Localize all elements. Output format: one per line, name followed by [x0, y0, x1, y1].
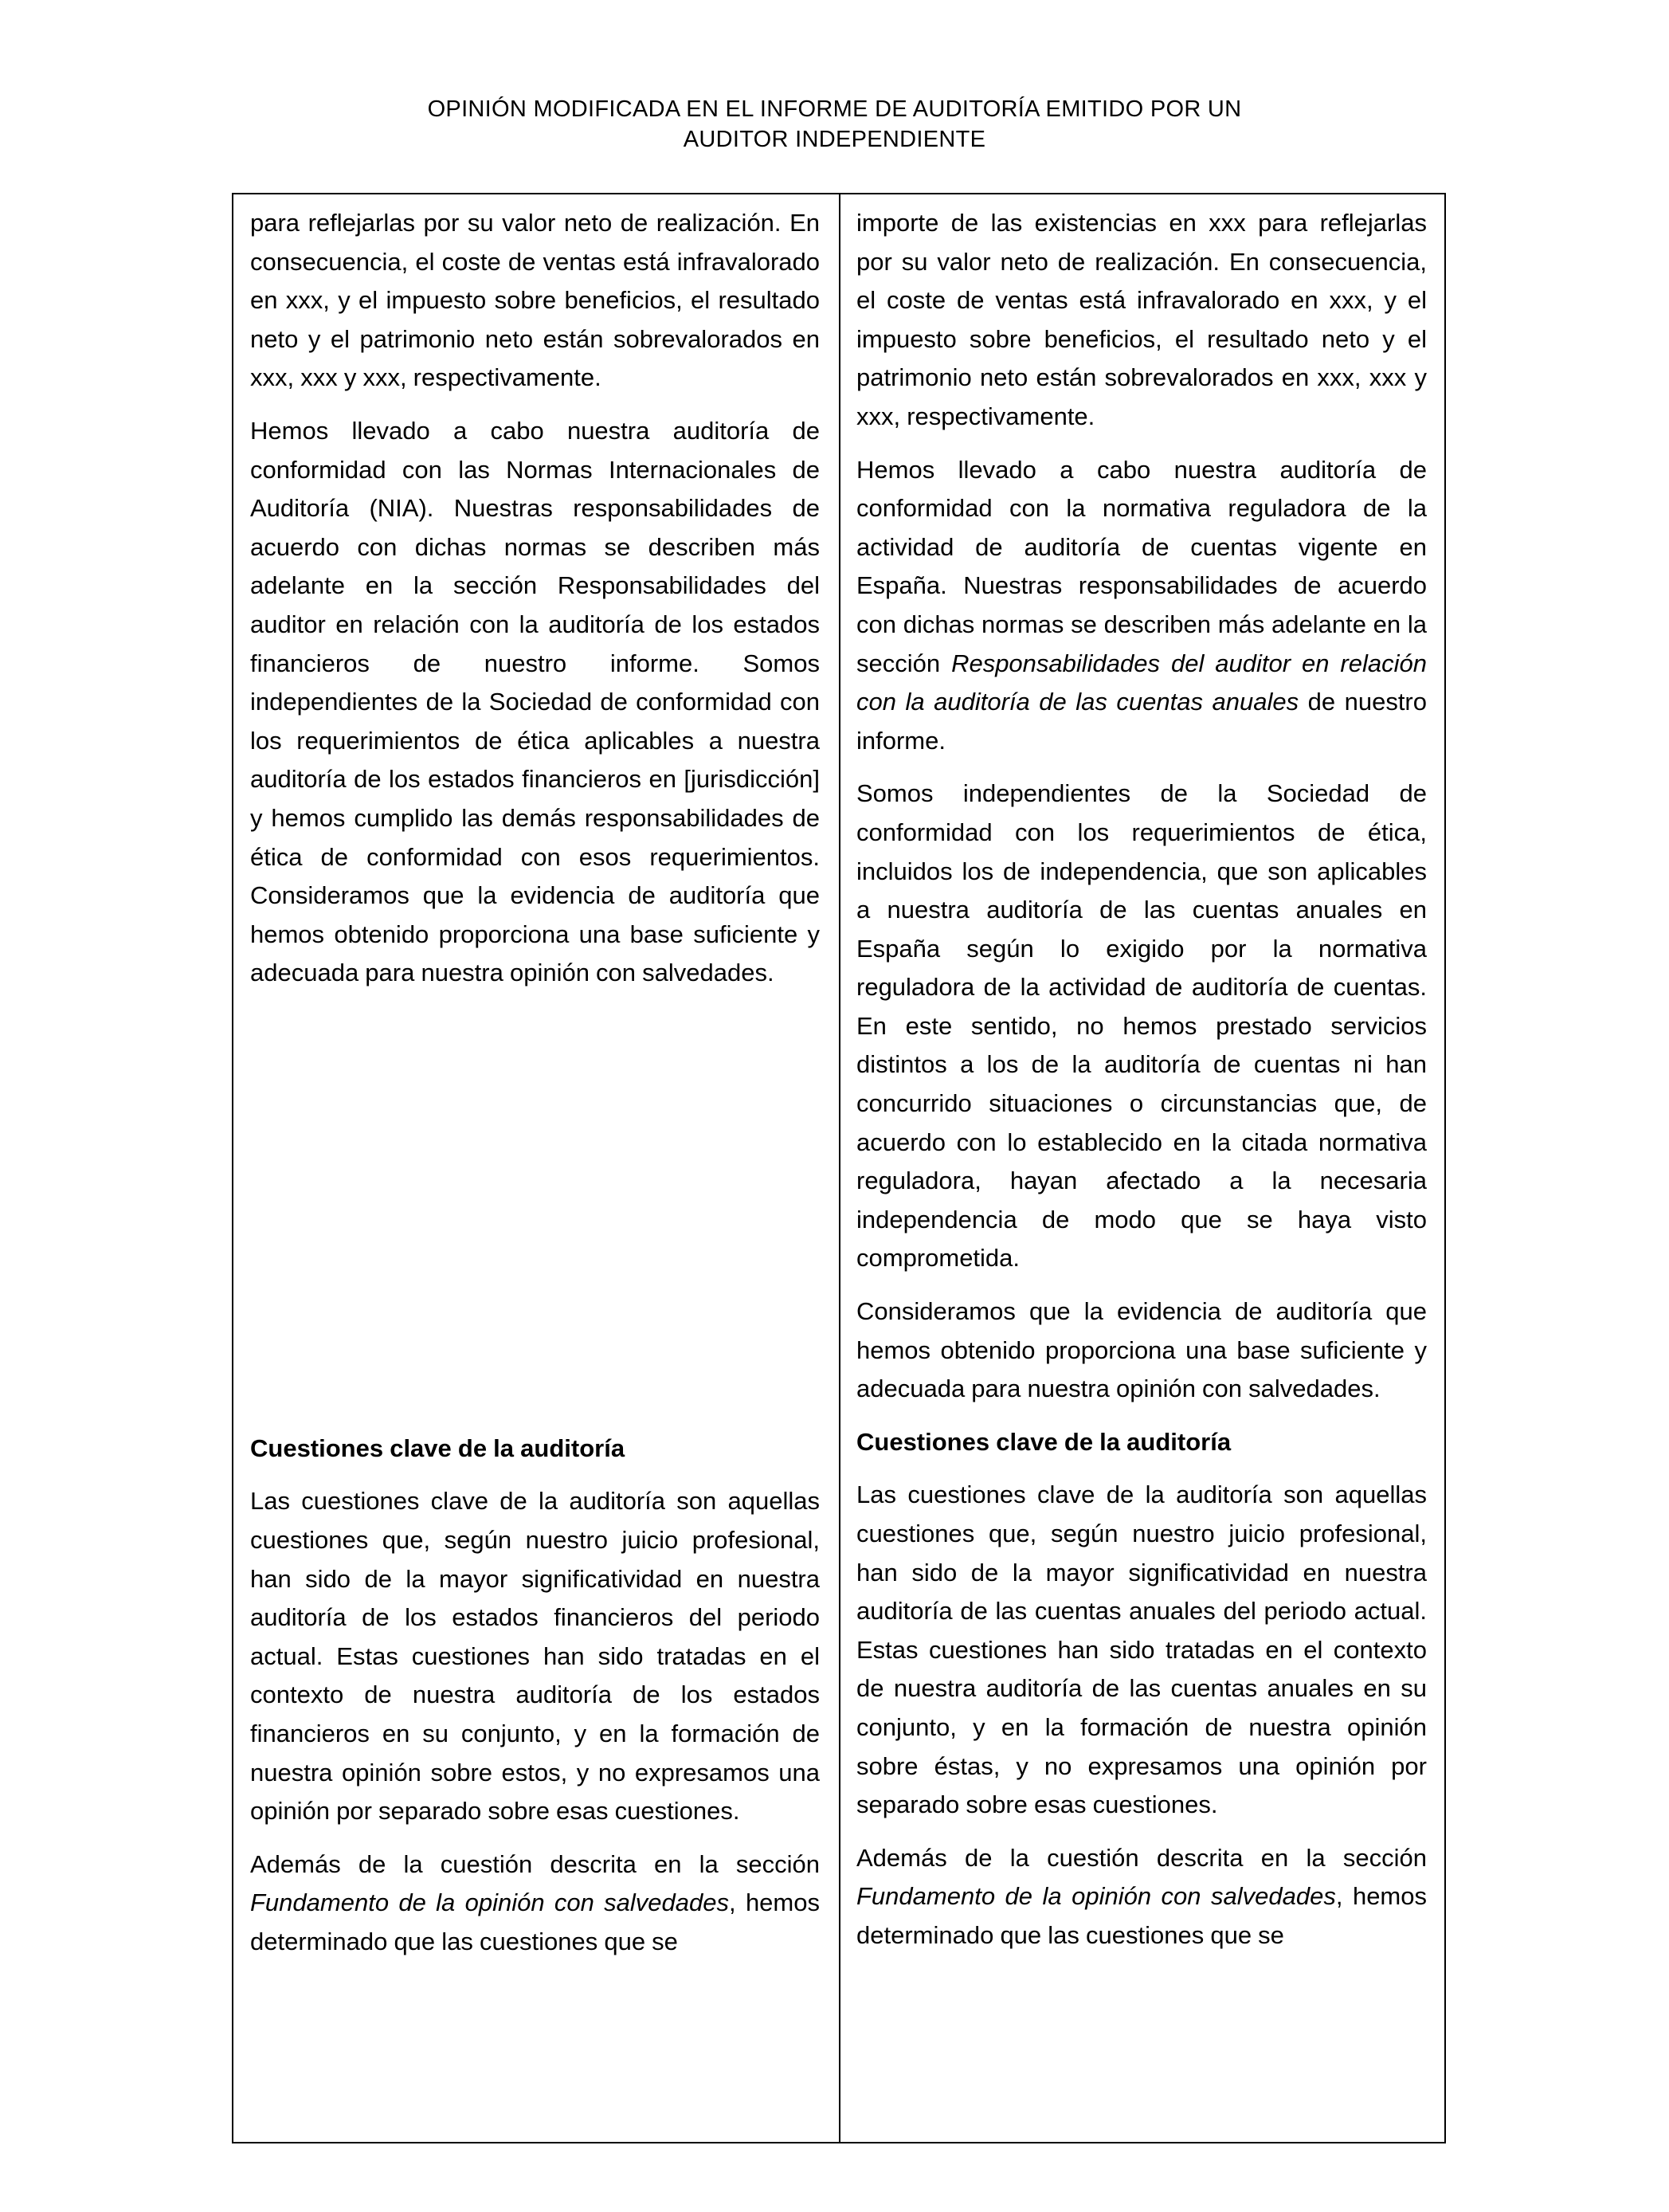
left-column [250, 204, 820, 1962]
right-paragraph-6-text-c: , hemos determinado que las cuestiones que se [856, 1882, 1427, 1949]
page-header [0, 94, 1669, 155]
right-column [856, 204, 1427, 1955]
left-paragraph-1: para reflejarlas por su valor neto de realización. En consecuencia, el coste de ventas está infravalorado en xxx, y el impuesto sobre beneficios, el resultado neto y el patrimonio neto están sobrevalorados en xxx, xxx y xxx, respectivamente. [250, 209, 820, 392]
right-paragraph-1: importe de las existencias en xxx para reflejarlas por su valor neto de realización. En consecuencia, el coste de ventas está infravalorado en xxx, y el impuesto sobre beneficios, el resultado neto y el patrimonio neto están sobrevalorados en xxx, xxx y xxx, respectivamente. [856, 209, 1427, 430]
right-paragraph-6-text-a: Además de la cuestión descrita en la sección [856, 1843, 1427, 1872]
left-paragraph-4-text-c: , hemos determinado que las cuestiones que se [250, 1888, 820, 1955]
right-paragraph-5: Las cuestiones clave de la auditoría son aquellas cuestiones que, según nuestro juicio profesional, han sido de la mayor significatividad en nuestra auditoría de las cuentas anuales del periodo actual. Estas cuestiones han sido tratadas en el contexto de nuestra auditoría de las cuentas anuales en su conjunto, y en la formación de nuestra opinión sobre éstas, y no expresamos una opinión por separado sobre esas cuestiones. [856, 1481, 1427, 1819]
left-section-heading: Cuestiones clave de la auditoría [250, 1433, 625, 1462]
right-paragraph-2-italic: Responsabilidades del auditor en relación con la auditoría de las cuentas anuales [856, 649, 1427, 716]
left-paragraph-4-italic: Fundamento de la opinión con salvedades [250, 1888, 730, 1917]
right-paragraph-2 [856, 451, 1427, 761]
right-paragraph-6 [856, 1839, 1427, 1955]
column-divider [839, 194, 840, 2142]
left-paragraph-4-text-a: Además de la cuestión descrita en la sección [250, 1849, 820, 1878]
right-paragraph-4: Consideramos que la evidencia de auditoría que hemos obtenido proporciona una base suficiente y adecuada para nuestra opinión con salvedades. [856, 1297, 1427, 1403]
page-title-line-1: OPINIÓN MODIFICADA EN EL INFORME DE AUDITORÍA EMITIDO POR UN [427, 96, 1242, 122]
right-paragraph-6-italic: Fundamento de la opinión con salvedades [856, 1882, 1336, 1911]
right-paragraph-3: Somos independientes de la Sociedad de conformidad con los requerimientos de ética, incluidos los de independencia, que son aplicables a nuestra auditoría de las cuentas anuales en España según lo exigido por la normativa reguladora de la actividad de auditoría de cuentas. En este sentido, no hemos prestado servicios distintos a los de la auditoría de cuentas ni han concurrido situaciones o circunstancias que, de acuerdo con lo establecido en la citada normativa reguladora, hayan afectado a la necesaria independencia de modo que se haya visto comprometida. [856, 779, 1427, 1273]
page-title-line-2: AUDITOR INDEPENDIENTE [683, 127, 986, 152]
left-paragraph-2: Hemos llevado a cabo nuestra auditoría de conformidad con las Normas Internacionales de Auditoría (NIA). Nuestras responsabilidades de acuerdo con dichas normas se describen más adelante en la sección Responsabilidades del auditor en relación con la auditoría de los estados financieros de nuestro informe. Somos independientes de la Sociedad de conformidad con los requerimientos de ética aplicables a nuestra auditoría de los estados financieros en [jurisdicción] y hemos cumplido las demás responsabilidades de ética de conformidad con esos requerimientos. Consideramos que la evidencia de auditoría que hemos obtenido proporciona una base suficiente y adecuada para nuestra opinión con salvedades. [250, 416, 820, 987]
comparison-table [232, 193, 1446, 2143]
left-paragraph-4 [250, 1845, 820, 1962]
right-paragraph-2-text-c: de nuestro informe. [856, 688, 1427, 755]
left-paragraph-3: Las cuestiones clave de la auditoría son aquellas cuestiones que, según nuestro juicio profesional, han sido de la mayor significatividad en nuestra auditoría de los estados financieros del periodo actual. Estas cuestiones han sido tratadas en el contexto de nuestra auditoría de los estados financieros en su conjunto, y en la formación de nuestra opinión sobre estos, y no expresamos una opinión por separado sobre esas cuestiones. [250, 1487, 820, 1826]
right-section-heading: Cuestiones clave de la auditoría [856, 1427, 1232, 1456]
right-paragraph-2-text-a: Hemos llevado a cabo nuestra auditoría de conformidad con la normativa reguladora de la actividad de auditoría de cuentas vigente en España. Nuestras responsabilidades de acuerdo con dichas normas se describen más adelante en la sección [856, 455, 1427, 677]
